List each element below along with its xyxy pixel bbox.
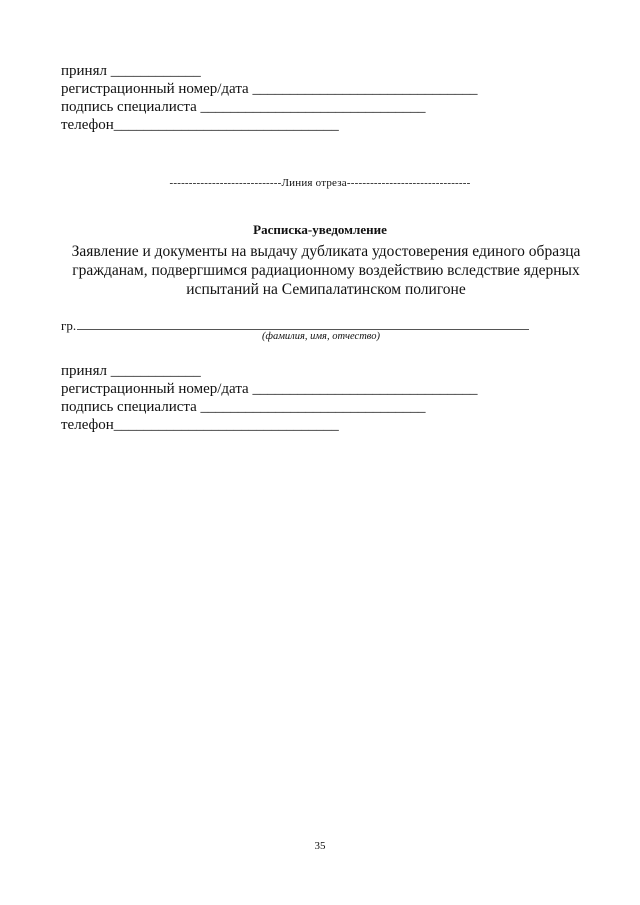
specialist-signature-field: подпись специалиста ______________________________ [61,99,426,115]
receipt-phone-field: телефон______________________________ [61,417,339,433]
registration-number-date-field: регистрационный номер/дата ______________________________ [61,81,478,97]
receipt-specialist-signature-field: подпись специалиста ______________________________ [61,399,426,415]
page-number: 35 [314,840,326,852]
receipt-registration-number-date-field: регистрационный номер/дата ______________________________ [61,381,478,397]
receipt-title: Расписка-уведомление [253,222,387,237]
phone-field: телефон______________________________ [61,117,339,133]
citizen-name-caption: (фамилия, имя, отчество) [262,331,380,342]
receipt-received-by-field: принял ____________ [61,363,201,379]
cut-line: -----------------------------Линия отреза-------------------------------- [169,177,471,189]
received-by-field: принял ____________ [61,63,201,79]
citizen-prefix: гр. [61,318,77,333]
citizen-name-line [77,329,529,330]
receipt-subtitle: Заявление и документы на выдачу дубликата удостоверения единого образца гражданам, подвергшимся радиационному воздействию вследствие ядерных испытаний на Семипалатинском полигоне [71,243,581,298]
